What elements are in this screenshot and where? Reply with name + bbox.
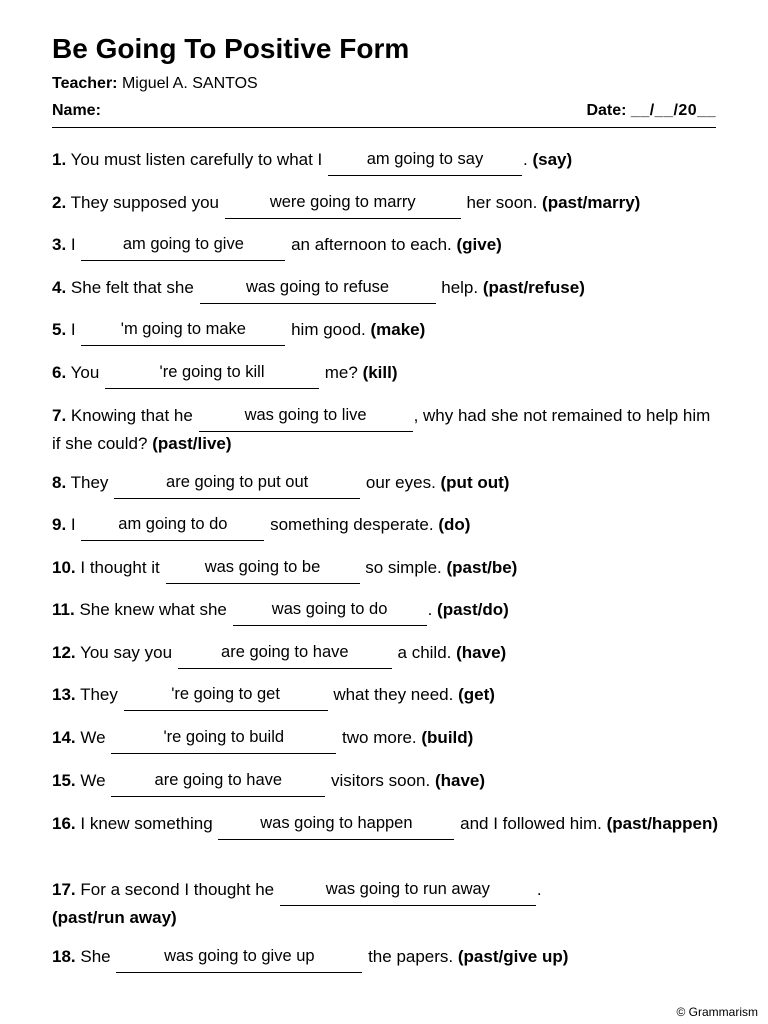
answer-blank[interactable]	[199, 406, 413, 432]
question-text-before: I	[70, 515, 81, 534]
question-number: 11.	[52, 600, 75, 619]
question-text-after: visitors soon.	[326, 771, 435, 790]
answer-blank[interactable]	[111, 728, 336, 754]
question-number: 17.	[52, 880, 76, 899]
verb-hint: (past/be)	[446, 558, 518, 577]
question-text-before: They	[70, 473, 114, 492]
answer-blank[interactable]	[200, 278, 436, 304]
answer-text: are going to put out	[166, 473, 309, 491]
question-number: 3.	[52, 235, 67, 254]
answer-text: 'm going to make	[120, 320, 246, 338]
question-text-after: something desperate.	[265, 515, 439, 534]
question-14	[52, 726, 722, 754]
question-11	[52, 598, 722, 626]
date-field	[586, 101, 716, 121]
question-number: 7.	[52, 406, 67, 425]
question-number: 4.	[52, 278, 67, 297]
answer-blank[interactable]	[124, 685, 328, 711]
question-text-after: .	[427, 600, 438, 619]
copyright-footer: © Grammarism	[676, 1005, 758, 1019]
question-number: 8.	[52, 473, 67, 492]
answer-text: 're going to get	[171, 685, 280, 703]
question-number: 14.	[52, 728, 76, 747]
question-4	[52, 276, 722, 304]
question-text-before: They supposed you	[70, 193, 224, 212]
question-text-before: We	[80, 771, 111, 790]
question-10	[52, 556, 722, 584]
verb-hint: (past/refuse)	[482, 278, 585, 297]
question-text-after: an afternoon to each.	[286, 235, 457, 254]
header-divider	[52, 127, 716, 128]
answer-blank[interactable]	[114, 473, 360, 499]
question-1	[52, 148, 722, 176]
teacher-name: Miguel A. SANTOS	[121, 75, 258, 92]
question-number: 10.	[52, 558, 76, 577]
question-3	[52, 233, 722, 261]
verb-hint: (give)	[456, 235, 502, 254]
answer-blank[interactable]	[166, 558, 360, 584]
question-15	[52, 769, 722, 797]
question-text-before: They	[80, 685, 123, 704]
question-number: 16.	[52, 814, 76, 833]
verb-hint: (get)	[458, 685, 495, 704]
verb-hint: (past/run away)	[52, 908, 177, 927]
question-text-after: her soon.	[461, 193, 543, 212]
date-label: Date:	[586, 102, 627, 119]
answer-blank[interactable]	[328, 150, 522, 176]
question-number: 6.	[52, 363, 67, 382]
question-text-after: help.	[436, 278, 483, 297]
question-text-after: a child.	[392, 643, 457, 662]
question-number: 18.	[52, 947, 76, 966]
verb-hint: (do)	[438, 515, 471, 534]
answer-blank[interactable]	[111, 771, 325, 797]
answer-text: was going to live	[244, 406, 367, 424]
verb-hint: (put out)	[440, 473, 510, 492]
question-text-after: what they need.	[328, 685, 459, 704]
question-number: 5.	[52, 320, 67, 339]
answer-text: are going to have	[154, 771, 283, 789]
answer-text: was going to refuse	[245, 278, 390, 296]
verb-hint: (build)	[421, 728, 474, 747]
verb-hint: (make)	[370, 320, 426, 339]
question-text-before: I	[70, 235, 81, 254]
answer-text: was going to give up	[164, 947, 315, 965]
question-text-before: You say you	[80, 643, 177, 662]
question-text-after: .	[523, 150, 533, 169]
answer-blank[interactable]	[81, 320, 285, 346]
verb-hint: (past/marry)	[542, 193, 641, 212]
answer-text: was going to run away	[325, 880, 490, 898]
question-13	[52, 683, 722, 711]
question-18	[52, 945, 722, 973]
answer-text: are going to have	[221, 643, 349, 661]
question-text-before: For a second I thought he	[80, 880, 279, 899]
question-number: 1.	[52, 150, 67, 169]
question-7	[52, 404, 722, 456]
answer-blank[interactable]	[225, 193, 461, 219]
question-17	[52, 878, 722, 930]
answer-text: am going to give	[122, 235, 244, 253]
question-text-before: She knew what she	[79, 600, 232, 619]
question-text-before: She	[80, 947, 116, 966]
teacher-line	[52, 74, 258, 94]
question-text-before: You must listen carefully to what I	[70, 150, 327, 169]
teacher-label: Teacher:	[52, 75, 118, 92]
question-12	[52, 641, 722, 669]
verb-hint: (kill)	[362, 363, 398, 382]
answer-text: was going to be	[204, 558, 321, 576]
date-value: __/__/20__	[630, 102, 716, 119]
answer-blank[interactable]	[81, 515, 264, 541]
answer-blank[interactable]	[116, 947, 362, 973]
question-text-after: him good.	[286, 320, 371, 339]
answer-text: 're going to kill	[159, 363, 265, 381]
name-label: Name:	[52, 102, 101, 119]
question-5	[52, 318, 722, 346]
question-text-after: the papers.	[363, 947, 458, 966]
verb-hint: (past/happen)	[606, 814, 719, 833]
question-number: 9.	[52, 515, 67, 534]
question-number: 2.	[52, 193, 67, 212]
question-text-before: She felt that she	[70, 278, 199, 297]
answer-blank[interactable]	[81, 235, 285, 261]
answer-blank[interactable]	[218, 814, 454, 840]
answer-text: were going to marry	[269, 193, 416, 211]
answer-text: am going to say	[366, 150, 484, 168]
question-text-before: We	[80, 728, 111, 747]
question-text-after: two more.	[337, 728, 422, 747]
question-text-after: me?	[320, 363, 363, 382]
question-text-after: and I followed him.	[455, 814, 607, 833]
question-9	[52, 513, 722, 541]
question-6	[52, 361, 722, 389]
answer-text: was going to do	[271, 600, 388, 618]
answer-blank[interactable]	[105, 363, 319, 389]
verb-hint: (have)	[456, 643, 507, 662]
question-16	[52, 812, 722, 840]
question-number: 13.	[52, 685, 76, 704]
question-text-after: our eyes.	[361, 473, 441, 492]
question-text-after: , why had she not remained to help him if she could?	[52, 406, 711, 453]
answer-blank[interactable]	[233, 600, 427, 626]
question-number: 15.	[52, 771, 76, 790]
question-number: 12.	[52, 643, 76, 662]
question-2	[52, 191, 722, 219]
answer-blank[interactable]	[280, 880, 536, 906]
question-text-before: I	[70, 320, 81, 339]
question-text-before: You	[70, 363, 105, 382]
name-date-row	[52, 101, 716, 123]
question-text-after: so simple.	[360, 558, 447, 577]
question-text-before: Knowing that he	[70, 406, 198, 425]
verb-hint: (past/do)	[437, 600, 509, 619]
question-text-before: I knew something	[80, 814, 218, 833]
answer-blank[interactable]	[178, 643, 392, 669]
question-text-after: .	[536, 880, 542, 899]
page-title: Be Going To Positive Form	[52, 33, 410, 64]
answer-text: am going to do	[118, 515, 228, 533]
question-text-before: I thought it	[80, 558, 165, 577]
verb-hint: (past/give up)	[457, 947, 569, 966]
question-8	[52, 471, 722, 499]
verb-hint: (say)	[532, 150, 573, 169]
verb-hint: (past/live)	[152, 434, 232, 453]
answer-text: was going to happen	[260, 814, 413, 832]
answer-text: 're going to build	[163, 728, 285, 746]
verb-hint: (have)	[434, 771, 486, 790]
